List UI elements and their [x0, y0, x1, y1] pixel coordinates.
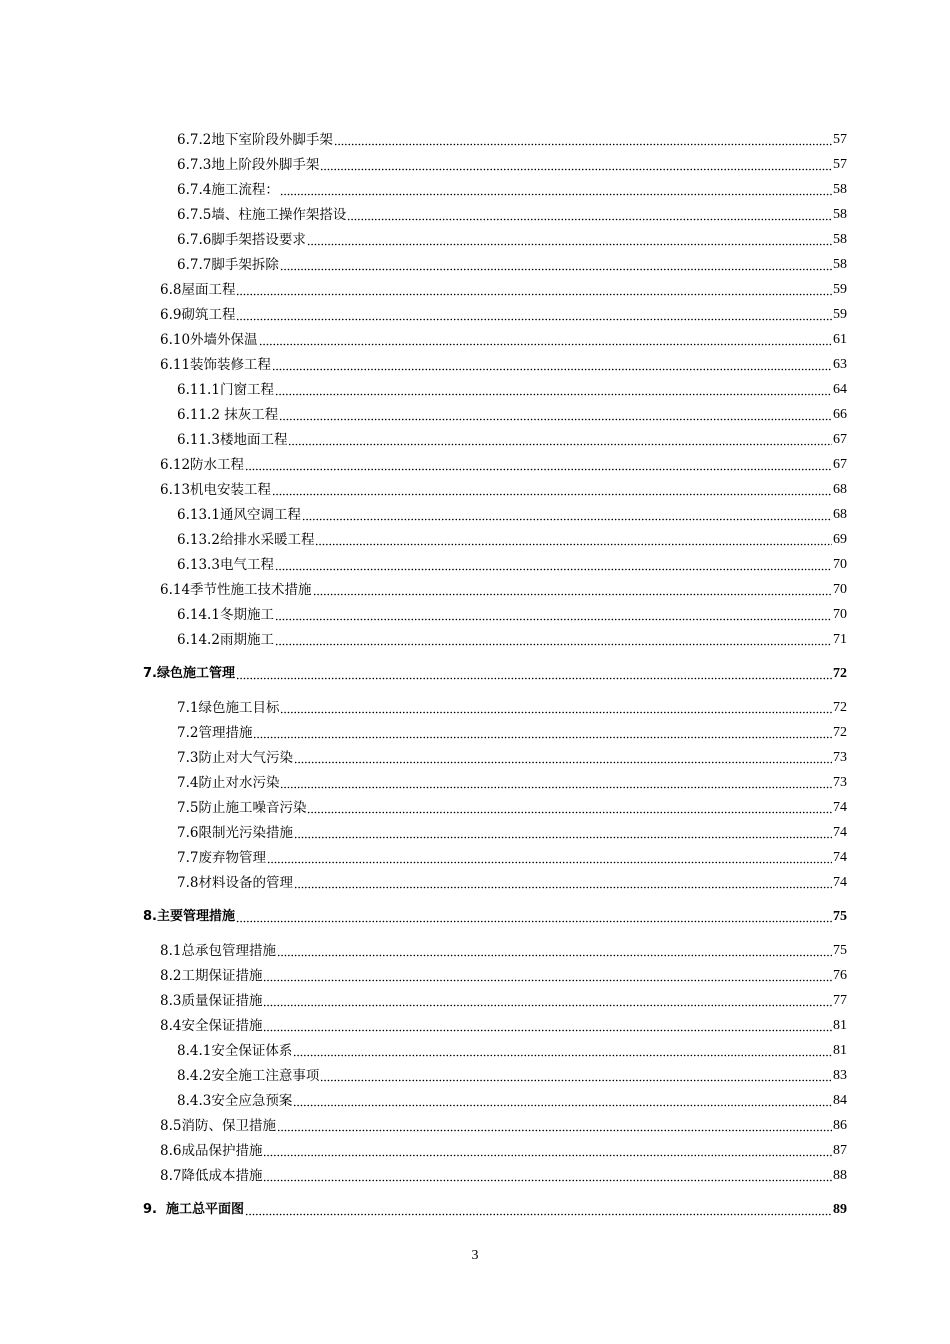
toc-entry-title: 8.4.3安全应急预案	[177, 1093, 293, 1109]
toc-entry-title: 6.13.3电气工程	[177, 557, 274, 573]
dot-leader	[236, 318, 832, 321]
toc-entry-title: 6.13.2给排水采暖工程	[177, 532, 315, 548]
dot-leader	[280, 711, 832, 714]
toc-entry[interactable]	[177, 253, 847, 273]
toc-entry-page: 84	[833, 1093, 847, 1108]
dot-leader	[263, 1179, 832, 1182]
toc-entry-page: 67	[833, 457, 847, 472]
toc-entry[interactable]	[160, 353, 847, 373]
toc-entry-page: 81	[833, 1018, 847, 1033]
toc-entry-title: 6.14.1冬期施工	[177, 607, 274, 623]
toc-entry-title: 7.绿色施工管理	[143, 666, 235, 681]
toc-chapter-entry[interactable]	[143, 662, 847, 682]
toc-entry-page: 88	[833, 1168, 847, 1183]
toc-entry-title: 6.11装饰装修工程	[160, 357, 272, 373]
toc-entry-title: 7.2管理措施	[177, 725, 253, 741]
toc-entry-page: 87	[833, 1143, 847, 1158]
toc-entry-title: 8.4安全保证措施	[160, 1018, 263, 1034]
dot-leader	[263, 979, 832, 982]
toc-entry[interactable]	[177, 203, 847, 223]
toc-entry-page: 83	[833, 1068, 847, 1083]
toc-entry-title: 6.11.2 抹灰工程	[177, 407, 279, 423]
toc-entry[interactable]	[160, 1139, 847, 1159]
toc-entry-page: 76	[833, 968, 847, 983]
toc-entry-page: 69	[833, 532, 847, 547]
dot-leader	[280, 193, 832, 196]
dot-leader	[293, 1054, 832, 1057]
toc-entry-title: 7.4防止对水污染	[177, 775, 280, 791]
toc-entry-page: 89	[833, 1202, 847, 1217]
toc-entry-title: 8.4.2安全施工注意事项	[177, 1068, 320, 1084]
toc-entry-title: 8.主要管理措施	[143, 909, 235, 924]
toc-entry[interactable]	[177, 178, 847, 198]
toc-entry-page: 71	[833, 632, 847, 647]
dot-leader	[313, 593, 832, 596]
toc-entry-title: 6.7.6脚手架搭设要求	[177, 232, 306, 248]
toc-entry[interactable]	[177, 1064, 847, 1084]
toc-entry-title: 6.11.1门窗工程	[177, 382, 274, 398]
toc-entry-page: 68	[833, 507, 847, 522]
dot-leader	[294, 836, 832, 839]
toc-chapter-entry[interactable]	[143, 1198, 847, 1218]
toc-chapter-entry[interactable]	[143, 905, 847, 925]
toc-entry-page: 70	[833, 557, 847, 572]
toc-entry[interactable]	[160, 578, 847, 598]
toc-entry-page: 59	[833, 282, 847, 297]
toc-entry[interactable]	[177, 628, 847, 648]
dot-leader	[347, 218, 832, 221]
dot-leader	[263, 1029, 832, 1032]
toc-entry[interactable]	[177, 771, 847, 791]
toc-entry[interactable]	[177, 1089, 847, 1109]
toc-entry-title: 8.2工期保证措施	[160, 968, 263, 984]
dot-leader	[245, 468, 832, 471]
dot-leader	[267, 861, 832, 864]
dot-leader	[275, 393, 832, 396]
toc-entry-title: 6.7.7脚手架拆除	[177, 257, 279, 273]
dot-leader	[288, 443, 832, 446]
toc-entry-page: 74	[833, 800, 847, 815]
toc-entry[interactable]	[160, 989, 847, 1009]
toc-entry-page: 75	[833, 909, 847, 924]
dot-leader	[294, 761, 832, 764]
toc-entry[interactable]	[160, 1164, 847, 1184]
toc-entry-page: 64	[833, 382, 847, 397]
dot-leader	[236, 920, 832, 923]
toc-entry[interactable]	[177, 528, 847, 548]
toc-entry-page: 70	[833, 582, 847, 597]
toc-entry-title: 8.5消防、保卫措施	[160, 1118, 276, 1134]
toc-entry[interactable]	[177, 378, 847, 398]
toc-entry-page: 70	[833, 607, 847, 622]
toc-entry-title: 6.10外墙外保温	[160, 332, 258, 348]
toc-entry-page: 61	[833, 332, 847, 347]
dot-leader	[253, 736, 832, 739]
toc-entry[interactable]	[160, 328, 847, 348]
toc-entry-page: 81	[833, 1043, 847, 1058]
toc-entry[interactable]	[177, 746, 847, 766]
dot-leader	[275, 643, 832, 646]
page-number: 3	[471, 1248, 479, 1263]
toc-entry-page: 68	[833, 482, 847, 497]
toc-entry-title: 8.6成品保护措施	[160, 1143, 263, 1159]
toc-entry-page: 72	[833, 666, 847, 681]
dot-leader	[279, 418, 832, 421]
dot-leader	[245, 1213, 832, 1216]
toc-entry[interactable]	[177, 228, 847, 248]
toc-entry-page: 75	[833, 943, 847, 958]
dot-leader	[272, 493, 832, 496]
toc-entry-title: 6.7.3地上阶段外脚手架	[177, 157, 320, 173]
toc-entry[interactable]	[177, 696, 847, 716]
toc-entry-page: 74	[833, 825, 847, 840]
toc-entry-title: 6.12防水工程	[160, 457, 245, 473]
toc-entry-title: 7.1绿色施工目标	[177, 700, 280, 716]
toc-entry-title: 6.9砌筑工程	[160, 307, 236, 323]
dot-leader	[236, 293, 832, 296]
toc-entry-title: 6.14.2雨期施工	[177, 632, 274, 648]
toc-entry-page: 74	[833, 875, 847, 890]
dot-leader	[275, 618, 832, 621]
toc-entry[interactable]	[177, 503, 847, 523]
toc-entry-page: 74	[833, 850, 847, 865]
toc-entry-page: 72	[833, 725, 847, 740]
toc-entry-title: 6.8屋面工程	[160, 282, 236, 298]
toc-entry[interactable]	[177, 153, 847, 173]
toc-entry-page: 72	[833, 700, 847, 715]
dot-leader	[320, 1079, 832, 1082]
toc-entry-page: 73	[833, 750, 847, 765]
toc-entry-page: 58	[833, 182, 847, 197]
toc-entry-title: 7.3防止对大气污染	[177, 750, 293, 766]
toc-entry-title: 6.13.1通风空调工程	[177, 507, 301, 523]
toc-entry-page: 59	[833, 307, 847, 322]
dot-leader	[334, 143, 832, 146]
toc-entry-title: 6.13机电安装工程	[160, 482, 272, 498]
toc-entry[interactable]	[160, 278, 847, 298]
toc-entry[interactable]	[177, 1039, 847, 1059]
dot-leader	[302, 518, 832, 521]
toc-entry-page: 58	[833, 207, 847, 222]
toc-entry-title: 6.7.2地下室阶段外脚手架	[177, 132, 333, 148]
dot-leader	[307, 811, 832, 814]
toc-entry-page: 66	[833, 407, 847, 422]
dot-leader	[294, 886, 832, 889]
toc-entry-title: 8.1总承包管理措施	[160, 943, 276, 959]
dot-leader	[263, 1154, 832, 1157]
toc-entry[interactable]	[177, 553, 847, 573]
toc-entry-page: 57	[833, 132, 847, 147]
toc-entry[interactable]	[160, 478, 847, 498]
toc-entry[interactable]	[177, 603, 847, 623]
toc-entry-title: 6.14季节性施工技术措施	[160, 582, 312, 598]
toc-entry-title: 8.4.1安全保证体系	[177, 1043, 293, 1059]
dot-leader	[236, 677, 832, 680]
toc-entry-page: 86	[833, 1118, 847, 1133]
toc-entry[interactable]	[160, 453, 847, 473]
dot-leader	[280, 268, 832, 271]
toc-entry[interactable]	[160, 1114, 847, 1134]
toc-entry[interactable]	[160, 303, 847, 323]
toc-entry-title: 7.8材料设备的管理	[177, 875, 293, 891]
toc-entry[interactable]	[177, 428, 847, 448]
toc-entry-title: 6.7.4施工流程：	[177, 182, 279, 198]
toc-entry-title: 7.5防止施工噪音污染	[177, 800, 307, 816]
toc-entry[interactable]	[160, 939, 847, 959]
dot-leader	[280, 786, 832, 789]
toc-entry[interactable]	[160, 1014, 847, 1034]
toc-entry-page: 58	[833, 257, 847, 272]
toc-entry[interactable]	[177, 403, 847, 423]
toc-entry-title: 7.6限制光污染措施	[177, 825, 293, 841]
toc-entry-page: 73	[833, 775, 847, 790]
toc-entry-page: 57	[833, 157, 847, 172]
dot-leader	[307, 243, 832, 246]
toc-entry[interactable]	[177, 721, 847, 741]
dot-leader	[277, 1129, 832, 1132]
toc-entry-title: 8.7降低成本措施	[160, 1168, 263, 1184]
toc-entry-title: 8.3质量保证措施	[160, 993, 263, 1009]
dot-leader	[272, 368, 832, 371]
dot-leader	[320, 168, 832, 171]
toc-entry-page: 67	[833, 432, 847, 447]
toc-entry-title: 9. 施工总平面图	[143, 1202, 245, 1217]
dot-leader	[277, 954, 832, 957]
toc-entry[interactable]	[177, 821, 847, 841]
dot-leader	[293, 1104, 832, 1107]
toc-entry-page: 58	[833, 232, 847, 247]
toc-entry-title: 6.7.5墙、柱施工操作架搭设	[177, 207, 347, 223]
toc-entry-page: 63	[833, 357, 847, 372]
toc-entry[interactable]	[160, 964, 847, 984]
dot-leader	[263, 1004, 832, 1007]
toc-entry[interactable]	[177, 796, 847, 816]
toc-entry-title: 7.7废弃物管理	[177, 850, 266, 866]
toc-entry-page: 77	[833, 993, 847, 1008]
toc-entry-title: 6.11.3楼地面工程	[177, 432, 288, 448]
toc-entry[interactable]	[177, 871, 847, 891]
toc-entry[interactable]	[177, 846, 847, 866]
dot-leader	[275, 568, 832, 571]
dot-leader	[259, 343, 832, 346]
dot-leader	[315, 543, 832, 546]
toc-entry[interactable]	[177, 128, 847, 148]
